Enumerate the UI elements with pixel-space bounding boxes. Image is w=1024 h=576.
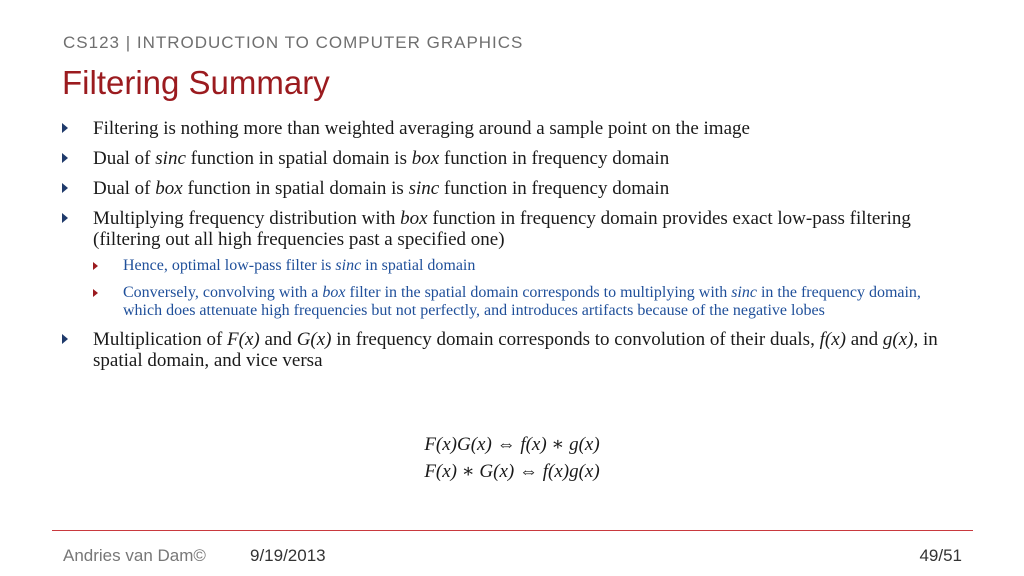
bullet-arrow-icon [62,183,68,193]
sub-bullet-arrow-icon [93,289,98,297]
sub-bullet-arrow-icon [93,262,98,270]
bullet-text: Dual of [93,178,156,199]
bullet-text: function in frequency domain [439,178,670,199]
bullet-arrow-icon [62,123,68,133]
sub-bullet-text: Conversely, convolving with a [123,284,323,301]
bullet-text: and [845,329,883,350]
bullet-italic-term: box [400,208,428,229]
bullet-italic-term: box [411,148,440,169]
bullet-convolution-theorem [62,329,962,371]
bullet-text: and [259,329,297,350]
slide-title: Filtering Summary [62,64,330,101]
sub-bullet-text: filter in the spatial domain corresponds to multiplying with [345,284,732,301]
bullet-text: function in spatial domain is [185,148,412,169]
equation-1: F(x)G(x) ⇔ f(x) ∗ g(x) [424,434,600,455]
sub-bullet-italic-term: sinc [335,257,362,274]
bullet-italic-term: box [155,178,183,199]
bullet-list [62,118,962,380]
bullet-text: in frequency domain corresponds to convolution of their duals, [331,329,820,350]
bullet-text: Multiplication of [93,329,228,350]
sub-bullet-text: Hence, optimal low-pass filter is [123,257,336,274]
bullet-text: , in spatial domain, and vice versa [93,329,938,371]
bullet-text: Dual of [93,148,156,169]
bullet-filtering-definition [62,118,962,139]
sub-bullet-optimal-filter [93,257,962,275]
sub-bullet-box-convolution [93,284,962,320]
bullet-text: Multiplying frequency distribution with [93,208,401,229]
bullet-dual-box [62,178,962,199]
course-header: CS123 | INTRODUCTION TO COMPUTER GRAPHICS [63,33,524,52]
equation-2: F(x) ∗ G(x) ⇔ f(x)g(x) [424,461,600,482]
bullet-arrow-icon [62,213,68,223]
bullet-italic-term: sinc [408,178,440,199]
bullet-text: function in spatial domain is [182,178,409,199]
bullet-dual-sinc [62,148,962,169]
sub-bullet-italic-term: sinc [731,284,757,301]
sub-bullet-italic-term: box [322,284,346,301]
math-term: g(x) [882,329,914,350]
bullet-text: Filtering is nothing more than weighted averaging around a sample point on the image [93,118,750,139]
sub-bullet-text: in spatial domain [361,257,476,274]
bullet-text: function in frequency domain [439,148,670,169]
bullet-italic-term: sinc [155,148,186,169]
footer-divider [52,530,973,531]
bullet-low-pass [62,208,962,250]
bullet-arrow-icon [62,153,68,163]
math-term: f(x) [819,329,846,350]
math-term: G(x) [296,329,332,350]
footer-page-number: 49/51 [919,546,962,565]
footer-date: 9/19/2013 [250,546,326,565]
math-term: F(x) [227,329,260,350]
bullet-text: function in frequency domain provides exact low-pass filtering (filtering out all high frequencies past a specified one) [93,208,911,250]
bullet-arrow-icon [62,334,68,344]
sub-bullet-text: in the frequency domain, which does attenuate high frequencies but not perfectly, and introduces artifacts because of the negative lobes [123,284,921,319]
equations-block [0,431,1024,485]
footer-author: Andries van Dam© [63,546,206,565]
